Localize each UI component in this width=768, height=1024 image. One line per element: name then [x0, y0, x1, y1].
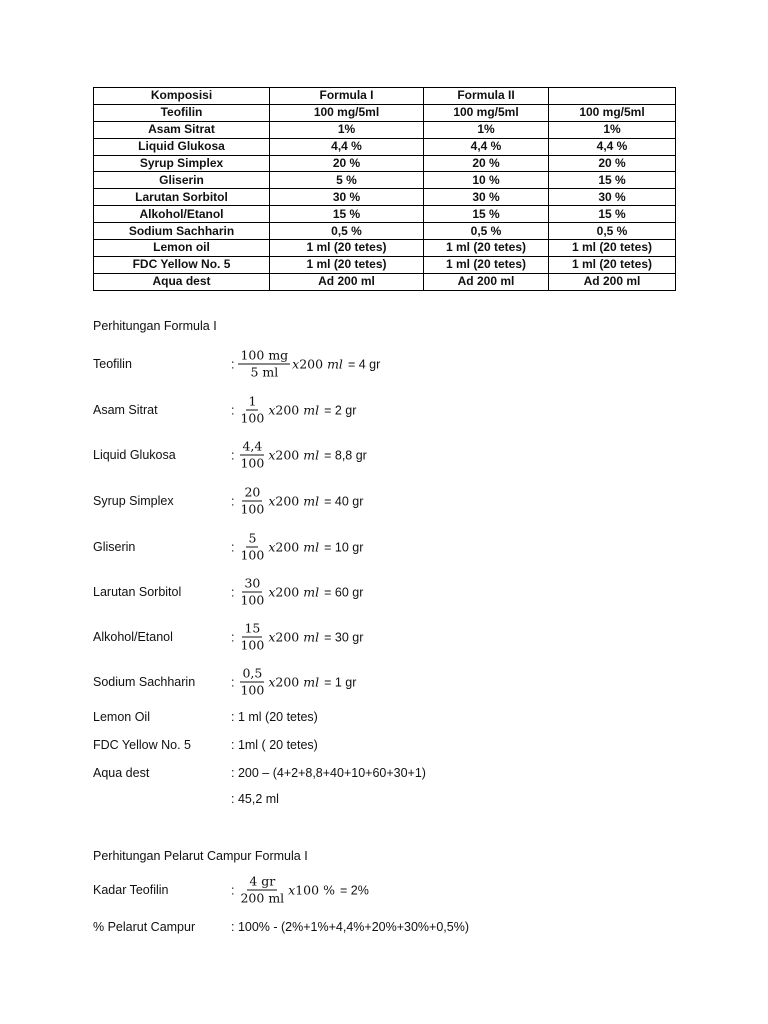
table-row	[94, 172, 676, 189]
table-row	[94, 256, 676, 273]
calc-value: : $\frac{4,4}{100}$ x200 ml = 8,8 gr	[231, 438, 367, 471]
calc-value: : $\frac{15}{100}$ x200 ml = 30 gr	[231, 620, 364, 653]
section-title-formula-1: Perhitungan Formula I	[93, 319, 217, 333]
calc-row-pelarut-campur	[93, 918, 693, 936]
table-cell: Alkohol/Etanol	[94, 206, 270, 223]
table-cell: 0,5 %	[549, 223, 676, 240]
calc-value: : 200 – (4+2+8,8+40+10+60+30+1)	[231, 766, 426, 780]
table-row	[94, 121, 676, 138]
calc-label: Asam Sitrat	[93, 403, 158, 417]
table-row	[94, 155, 676, 172]
table-cell: FDC Yellow No. 5	[94, 256, 270, 273]
table-cell: 5 %	[270, 172, 424, 189]
table-cell: 30 %	[270, 189, 424, 206]
table-cell: 100 mg/5ml	[424, 104, 549, 121]
table-cell: 4,4 %	[549, 138, 676, 155]
table-cell: 15 %	[549, 172, 676, 189]
table-cell: 100 mg/5ml	[549, 104, 676, 121]
calc-row	[93, 708, 693, 726]
table-cell: 30 %	[549, 189, 676, 206]
calc-row	[93, 617, 693, 657]
calc-label: Liquid Glukosa	[93, 448, 176, 462]
table-row	[94, 273, 676, 290]
calc-row	[93, 790, 693, 808]
fraction: $\frac{5}{100}$	[240, 530, 265, 563]
calc-label: Kadar Teofilin	[93, 883, 169, 897]
table-cell: Syrup Simplex	[94, 155, 270, 172]
calc-value: : 1ml ( 20 tetes)	[231, 738, 318, 752]
table-header-row	[94, 88, 676, 105]
table-header-cell: Komposisi	[94, 88, 270, 105]
calc-value: : $\frac{0,5}{100}$ x200 ml = 1 gr	[231, 665, 357, 698]
section-title-pelarut-campur: Perhitungan Pelarut Campur Formula I	[93, 849, 308, 863]
fraction: $\frac{100 mg}{5 ml}$	[240, 347, 289, 380]
calc-value: : $\frac{30}{100}$ x200 ml = 60 gr	[231, 575, 364, 608]
fraction: $\frac{0,5}{100}$	[240, 665, 265, 698]
calc-label: Sodium Sachharin	[93, 675, 196, 689]
table-cell: 30 %	[424, 189, 549, 206]
table-row	[94, 104, 676, 121]
table-cell: 1 ml (20 tetes)	[549, 256, 676, 273]
table-row	[94, 240, 676, 257]
table-cell: 1%	[424, 121, 549, 138]
calc-value: : 1 ml (20 tetes)	[231, 710, 318, 724]
table-row	[94, 138, 676, 155]
calc-value: : 100% - (2%+1%+4,4%+20%+30%+0,5%)	[231, 920, 470, 934]
calc-label: Lemon Oil	[93, 710, 150, 724]
table-cell: 20 %	[270, 155, 424, 172]
table-cell: 1 ml (20 tetes)	[270, 256, 424, 273]
calc-label: % Pelarut Campur	[93, 920, 196, 934]
calc-row	[93, 481, 693, 521]
fraction: $\frac{15}{100}$	[240, 620, 265, 653]
table-cell: Ad 200 ml	[270, 273, 424, 290]
calc-value: : $\frac{4 gr}{200 ml}$ x100 % = 2%	[231, 873, 369, 906]
table-cell: Teofilin	[94, 104, 270, 121]
table-cell: 10 %	[424, 172, 549, 189]
fraction: $\frac{1}{100}$	[240, 393, 265, 426]
table-cell: Larutan Sorbitol	[94, 189, 270, 206]
calc-value: : 45,2 ml	[231, 792, 279, 806]
calc-row	[93, 662, 693, 702]
table-row	[94, 189, 676, 206]
calc-label: Syrup Simplex	[93, 494, 174, 508]
calc-label: FDC Yellow No. 5	[93, 738, 191, 752]
table-cell: Gliserin	[94, 172, 270, 189]
table-cell: 1 ml (20 tetes)	[270, 240, 424, 257]
table-cell: Asam Sitrat	[94, 121, 270, 138]
table-cell: Ad 200 ml	[424, 273, 549, 290]
fraction: $\frac{20}{100}$	[240, 484, 265, 517]
table-cell: 0,5 %	[270, 223, 424, 240]
calc-row	[93, 764, 693, 782]
composition-table	[93, 87, 676, 291]
calc-label: Teofilin	[93, 357, 132, 371]
table-cell: Lemon oil	[94, 240, 270, 257]
table-cell: 1 ml (20 tetes)	[424, 240, 549, 257]
table-cell: Liquid Glukosa	[94, 138, 270, 155]
calc-row	[93, 390, 693, 430]
table-header-cell: Formula I	[270, 88, 424, 105]
fraction: $\frac{4,4}{100}$	[240, 438, 265, 471]
table-row	[94, 206, 676, 223]
calc-row	[93, 435, 693, 475]
calc-row	[93, 527, 693, 567]
table-cell: 1%	[549, 121, 676, 138]
calc-row	[93, 736, 693, 754]
table-header-cell: Formula II	[424, 88, 549, 105]
table-cell: 4,4 %	[424, 138, 549, 155]
table-cell: Sodium Sachharin	[94, 223, 270, 240]
table-cell: 1 ml (20 tetes)	[424, 256, 549, 273]
table-cell: 20 %	[549, 155, 676, 172]
calc-label: Alkohol/Etanol	[93, 630, 173, 644]
calc-value: : $\frac{1}{100}$ x200 ml = 2 gr	[231, 393, 357, 426]
calc-label: Larutan Sorbitol	[93, 585, 182, 599]
calc-row	[93, 344, 693, 384]
calc-value: : $\frac{20}{100}$ x200 ml = 40 gr	[231, 484, 364, 517]
table-cell: 4,4 %	[270, 138, 424, 155]
fraction: $\frac{30}{100}$	[240, 575, 265, 608]
calc-value: : $\frac{100 mg}{5 ml}$ x200 ml = 4 gr	[231, 347, 381, 380]
calc-row-kadar-teofilin	[93, 870, 693, 910]
table-cell: 1%	[270, 121, 424, 138]
calc-value: : $\frac{5}{100}$ x200 ml = 10 gr	[231, 530, 364, 563]
table-cell: 100 mg/5ml	[270, 104, 424, 121]
calc-label: Aqua dest	[93, 766, 150, 780]
calc-label: Gliserin	[93, 540, 136, 554]
calc-row	[93, 572, 693, 612]
fraction: $\frac{4 gr}{200 ml}$	[240, 873, 285, 906]
table-cell: 0,5 %	[424, 223, 549, 240]
table-cell: Aqua dest	[94, 273, 270, 290]
table-row	[94, 223, 676, 240]
table-cell: 1 ml (20 tetes)	[549, 240, 676, 257]
table-cell: 20 %	[424, 155, 549, 172]
table-cell: 15 %	[270, 206, 424, 223]
table-cell: 15 %	[424, 206, 549, 223]
table-header-cell	[549, 88, 676, 105]
table-cell: Ad 200 ml	[549, 273, 676, 290]
table-cell: 15 %	[549, 206, 676, 223]
